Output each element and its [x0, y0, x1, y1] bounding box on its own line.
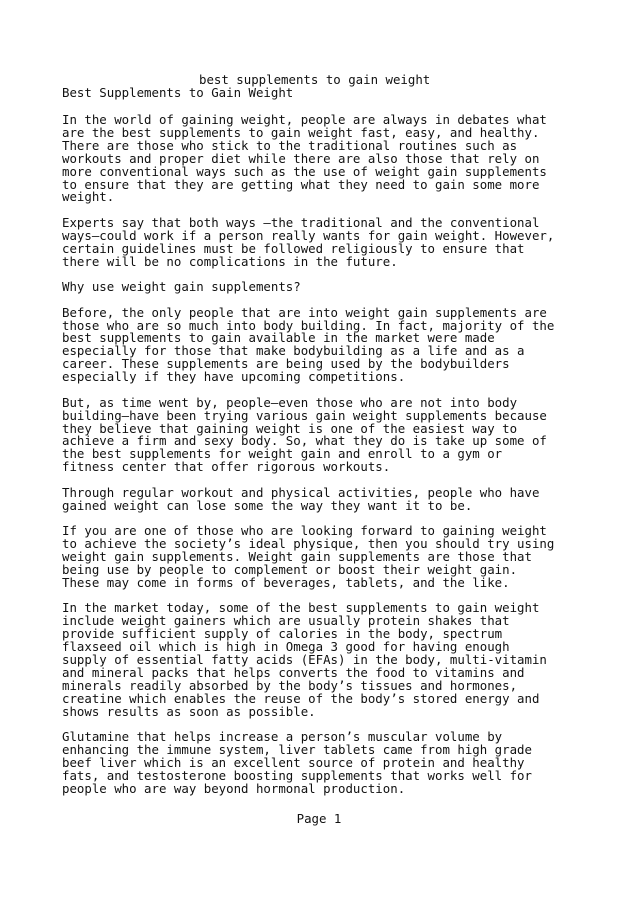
- text-line: to achieve the society’s ideal physique, then you should try using: [62, 536, 555, 552]
- text-line: those who are so much into body building. In fact, majority of the: [62, 317, 555, 333]
- text-line: the best supplements for weight gain and enroll to a gym or: [62, 446, 503, 462]
- paragraph: [62, 731, 582, 796]
- text-line: ways—could work if a person really wants for gain weight. However,: [62, 227, 555, 243]
- text-line: are the best supplements to gain weight fast, easy, and healthy.: [62, 124, 540, 140]
- text-line: beef liver which is an excellent source of protein and healthy: [62, 754, 525, 770]
- paragraph: [62, 114, 582, 204]
- text-line: Why use weight gain supplements?: [62, 279, 301, 295]
- paragraph: [62, 484, 582, 513]
- text-line: There are those who stick to the traditional routines such as: [62, 137, 518, 153]
- text-line: In the market today, some of the best supplements to gain weight: [62, 600, 540, 616]
- page-number: Page 1: [296, 811, 342, 826]
- text-line: fitness center that offer rigorous workouts.: [62, 459, 391, 475]
- text-line: to ensure that they are getting what they need to gain some more: [62, 176, 540, 192]
- paragraph: [62, 281, 582, 294]
- text-line: minerals readily absorbed by the body’s tissues and hormones,: [62, 677, 518, 693]
- text-line: people who are way beyond hormonal production.: [62, 780, 406, 796]
- text-line: workouts and proper diet while there are also those that rely on: [62, 150, 540, 166]
- paragraph: [62, 602, 582, 718]
- text-line: being use by people to complement or boost their weight gain.: [62, 561, 518, 577]
- paragraph: [62, 525, 582, 590]
- text-line: weight gain supplements. Weight gain supplements are those that: [62, 548, 532, 564]
- text-line: certain guidelines must be followed religiously to ensure that: [62, 240, 525, 256]
- text-line: there will be no complications in the future.: [62, 253, 398, 269]
- text-line: fats, and testosterone boosting supplements that works well for: [62, 767, 532, 783]
- text-line: they believe that gaining weight is one of the easiest way to: [62, 420, 518, 436]
- text-line: Experts say that both ways –the traditional and the conventional: [62, 214, 540, 230]
- text-line: best supplements to gain available in the market were made: [62, 330, 495, 346]
- running-title: best supplements to gain weight: [199, 72, 431, 87]
- document-header: [62, 74, 582, 100]
- text-line: These may come in forms of beverages, tablets, and the like.: [62, 574, 510, 590]
- text-line: more conventional ways such as the use of weight gain supplements: [62, 163, 547, 179]
- text-line: Through regular workout and physical activities, people who have: [62, 484, 540, 500]
- document-body: [62, 114, 582, 808]
- text-line: Glutamine that helps increase a person’s muscular volume by: [62, 729, 503, 744]
- document-title: Best Supplements to Gain Weight: [62, 84, 294, 100]
- text-line: In the world of gaining weight, people are always in debates what: [62, 112, 547, 127]
- text-line: Before, the only people that are into weight gain supplements are: [62, 304, 547, 320]
- text-line: provide sufficient supply of calories in the body, spectrum: [62, 626, 503, 642]
- text-line: creatine which enables the reuse of the body’s stored energy and: [62, 690, 540, 706]
- text-line: enhancing the immune system, liver tablets came from high grade: [62, 741, 532, 757]
- text-line: If you are one of those who are looking forward to gaining weight: [62, 523, 547, 539]
- paragraph: [62, 394, 582, 475]
- text-line: gained weight can lose some the way they want it to be.: [62, 497, 473, 513]
- text-line: include weight gainers which are usually protein shakes that: [62, 613, 510, 629]
- text-line: shows results as soon as possible.: [62, 703, 316, 719]
- text-line: career. These supplements are being used by the bodybuilders: [62, 356, 510, 372]
- text-line: achieve a firm and sexy body. So, what they do is take up some of: [62, 433, 547, 449]
- text-line: But, as time went by, people—even those who are not into body: [62, 394, 518, 410]
- text-line: weight.: [62, 189, 115, 205]
- text-line: and mineral packs that helps converts the food to vitamins and: [62, 664, 525, 680]
- text-line: especially if they have upcoming competitions.: [62, 369, 406, 385]
- text-line: supply of essential fatty acids (EFAs) in the body, multi-vitamin: [62, 651, 547, 667]
- text-line: building—have been trying various gain weight supplements because: [62, 407, 547, 423]
- text-line: especially for those that make bodybuilding as a life and as a: [62, 343, 525, 359]
- text-line: flaxseed oil which is high in Omega 3 good for having enough: [62, 638, 510, 654]
- paragraph: [62, 214, 582, 269]
- paragraph: [62, 304, 582, 385]
